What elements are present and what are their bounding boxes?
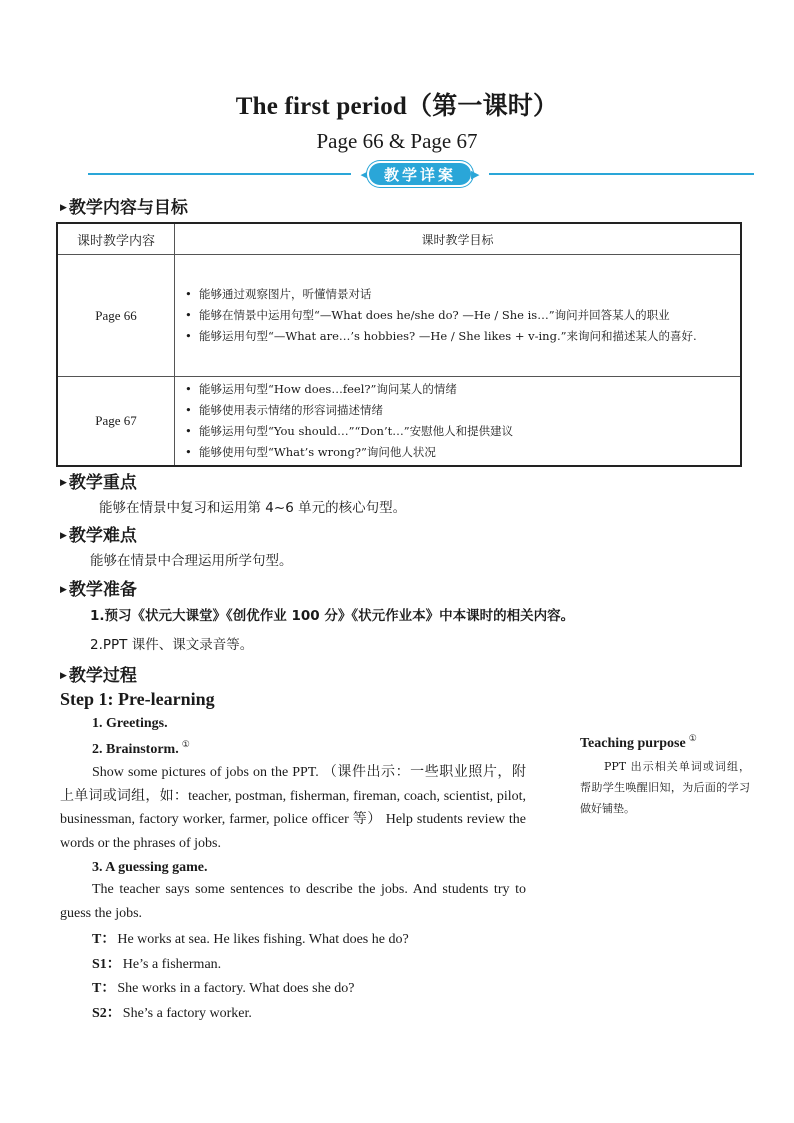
goal-item: • 能够运用句型“You should…”“Don’t…”安慰他人和提供建议 bbox=[185, 421, 732, 442]
section-banner bbox=[351, 162, 489, 186]
footnote-mark: ① bbox=[181, 739, 190, 749]
brainstorm-paragraph: Show some pictures of jobs on the PPT. （课件出示：一些职业照片，附上单词或词组，如：teacher, postman, fisherman, fireman, coach, scientist, pilot, businessman, factory worker, farmer, police officer 等） Help students review the words or the phrases of jobs. bbox=[60, 765, 526, 851]
goal-item: • 能够使用表示情绪的形容词描述情绪 bbox=[185, 400, 732, 421]
heading-content-goals: ▶ 教学内容与目标 bbox=[60, 198, 188, 218]
game-paragraph: The teacher says some sentences to describe the jobs. And students try to guess the jobs. bbox=[60, 882, 526, 921]
heading-difficulties: ▶ 教学难点 bbox=[60, 526, 137, 546]
heading-preparation: ▶ 教学准备 bbox=[60, 580, 137, 600]
table-cell-goals bbox=[175, 377, 742, 467]
dialogue-line: S1： He’s a fisherman. bbox=[92, 957, 222, 972]
banner-right-arrow-icon: ▶ bbox=[471, 167, 480, 181]
sidebar-note: PPT 出示相关单词或词组，帮助学生唤醒旧知，为后面的学习做好铺垫。 bbox=[580, 760, 750, 815]
page-title: The first period（第一课时） bbox=[235, 93, 559, 120]
dialogue-line: T： He works at sea. He likes fishing. What does he do? bbox=[92, 932, 409, 947]
difficulties-text: 能够在情景中合理运用所学句型。 bbox=[90, 553, 293, 569]
preparation-item: 1.预习《状元大课堂》《创优作业 100 分》《状元作业本》中本课时的相关内容。 bbox=[90, 608, 575, 624]
page-subtitle: Page 66 & Page 67 bbox=[316, 129, 478, 153]
table-header-cell: 课时教学目标 bbox=[175, 223, 742, 255]
banner-label: 教学详案 bbox=[369, 163, 471, 185]
table-cell-goals bbox=[175, 255, 742, 377]
table-header-cell: 课时教学内容 bbox=[57, 223, 175, 255]
dialogue-line: T： She works in a factory. What does she do? bbox=[92, 981, 355, 996]
triangle-bullet-icon: ▶ bbox=[60, 585, 67, 595]
banner-left-arrow-icon: ◀ bbox=[360, 167, 369, 181]
key-points-text: 能够在情景中复习和运用第 4~6 单元的核心句型。 bbox=[99, 500, 407, 516]
goal-item: • 能够通过观察图片，听懂情景对话 bbox=[185, 284, 732, 305]
goals-table bbox=[56, 222, 742, 467]
footnote-mark: ① bbox=[688, 733, 697, 743]
goal-item: • 能够使用句型“What’s wrong?”询问他人状况 bbox=[185, 442, 732, 463]
table-cell-page: Page 66 bbox=[57, 255, 175, 377]
step-item: 1. Greetings. bbox=[92, 716, 168, 731]
triangle-bullet-icon: ▶ bbox=[60, 478, 67, 488]
goal-item: • 能够在情景中运用句型“—What does he/she do? —He / She is…”询问并回答某人的职业 bbox=[185, 305, 732, 326]
triangle-bullet-icon: ▶ bbox=[60, 203, 67, 213]
triangle-bullet-icon: ▶ bbox=[60, 531, 67, 541]
table-header-row bbox=[57, 223, 741, 255]
preparation-item: 2.PPT 课件、课文录音等。 bbox=[90, 637, 254, 653]
step-item: 2. Brainstorm. ① bbox=[92, 739, 190, 757]
dialogue-line: S2： She’s a factory worker. bbox=[92, 1006, 252, 1021]
table-cell-page: Page 67 bbox=[57, 377, 175, 467]
table-row bbox=[57, 255, 741, 377]
heading-process: ▶ 教学过程 bbox=[60, 666, 137, 686]
goal-item: • 能够运用句型“—What are…’s hobbies? —He / She likes + v-ing.”来询问和描述某人的喜好. bbox=[185, 326, 732, 347]
step-title: Step 1: Pre-learning bbox=[60, 689, 215, 709]
step-item: 3. A guessing game. bbox=[92, 860, 208, 875]
goal-item: • 能够运用句型“How does…feel?”询问某人的情绪 bbox=[185, 379, 732, 400]
sidebar-title: Teaching purpose ① bbox=[580, 733, 697, 751]
heading-key-points: ▶ 教学重点 bbox=[60, 473, 137, 493]
table-row bbox=[57, 377, 741, 467]
triangle-bullet-icon: ▶ bbox=[60, 671, 67, 681]
